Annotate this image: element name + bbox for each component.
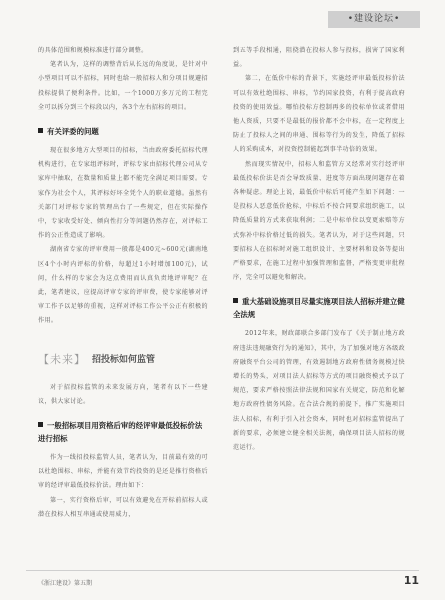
feature-title xyxy=(38,351,208,367)
page-number: 11 xyxy=(403,574,419,587)
paragraph: 第二，在低价中标的背景下，实施经评审最低投标价法可以有效杜绝围标、串标，节约国家投资，有利于提高政府投资的使用效益。哪怕投标方控制再多的投标单位或者借用他人资质，只要不是最低的报价都不会中标，在一定程度上防止了投标人之间的串通、围标等行为的发生，降低了招标人的采购成本，对投资控制能起到事半功倍的效果。 xyxy=(233,75,405,154)
feature-tag: 【未来】 xyxy=(38,352,86,366)
heading-text: 重大基础设施项目尽量实施项目法人招标并建立健全法规 xyxy=(233,297,405,320)
paragraph: 的具体范围和规模标准进行部分调整。 xyxy=(38,47,148,54)
paragraph: 对于招投标监管的未来发展方向，笔者有以下一些建议，供大家讨论。 xyxy=(38,383,208,405)
column-tag: •建设论坛• xyxy=(328,11,420,28)
paragraph: 第一，实行资格后审，可以有效避免在开标前招标人或潜在投标人相互串通或使用威力， xyxy=(38,496,208,518)
journal-name: 《浙江建设》第五期 xyxy=(38,580,93,587)
left-column xyxy=(38,44,208,522)
square-bullet-icon xyxy=(38,422,43,427)
right-column xyxy=(233,44,405,455)
page-footer xyxy=(26,574,419,588)
section-heading xyxy=(38,125,208,138)
section-heading xyxy=(233,295,405,321)
paragraph: 作为一线招投标监管人员，笔者认为，目前最有效的可以杜绝围标、串标，并能有效节约投资的是还是推行资格后审的经评审最低投标价法。理由如下： xyxy=(38,454,208,490)
paragraph: 湖南省专家的评审费用一般都是400元~600元(湖南地区4个小时内评标的价格，每超过1小时增加100元)，试问，什么样的专家会为这点费用而认真负责地评审呢？在此，笔者建议，应提高评审专家的评审费，使专家能够对评审工作予以足够的重视，这样对评标工作公平公正有积极的作用。 xyxy=(38,246,208,325)
paragraph: 笔者认为，这样的调整背后从长远的角度说，是针对中小型项目可以不招标，同时也给一般招标人和分项目规避招投标提供了便利条件。比如，一个1000万多万元的工程完全可以拆分到三个标段以内，各3个左右招标的项目。 xyxy=(38,61,208,111)
square-bullet-icon xyxy=(38,128,43,133)
heading-text: 一般招标项目用资格后审的经评审最低投标价法进行招标 xyxy=(38,421,203,444)
section-heading xyxy=(38,419,208,445)
feature-text: 招投标如何监管 xyxy=(92,355,156,366)
paragraph: 然而现实情况中，招标人和监管方又经常对实行经评审最低投标价法是否会导致质量、进度等方面出现问题存在着各种疑虑。理论上说，最低价中标后可能产生如下问题：一是投标人恶意低价抢标，中标后不按合同要求组织施工，以降低质量的方式来获取利润；二是中标单位以变更索赔等方式弥补中标价格过低的损失。笔者认为，对于这些问题，只要招标人在招标时对施工组织设计、主要材料和设备等提出严格要求，在施工过程中加强管理和监督，严格变更审批程序，完全可以避免和解决。 xyxy=(233,160,405,282)
paragraph: 到五等手段相通，阻挠潜在投标人参与投标，损害了国家利益。 xyxy=(233,47,405,69)
heading-text: 有关评委的问题 xyxy=(47,127,99,137)
footer-rule xyxy=(26,570,419,571)
square-bullet-icon xyxy=(233,298,238,303)
paragraph: 2012年来，财政部联合多部门发布了《关于制止地方政府违法违规融资行为的通知》，其中，为了加强对地方各级政府融资平台公司的管理，有效遏制地方政府性债务规模过快增长的势头，对项目法人招标等方式的项目融资模式予以了规范，要求严格按照法律法规和国家有关规定，防范和化解地方政府性债务风险。在合法合规的前提下，推广实施项目法人招标，有利于引入社会资本，同时也对招标监管提出了新的要求，必须建立健全相关法规，确保项目法人招标的规范运行。 xyxy=(233,330,405,452)
paragraph: 现在很多地方大型项目的招标，当由政府委托招标代理机构进行，在专家组评标时，评标专家由招标代理公司从专家库中抽取，在数量和质量上都不能完全满足项目需要。专家作为社会个人，其评标好坏全凭个人的职业道德。虽然有关部门对评标专家的管理出台了一些规定，但在实际操作中，专家收受好处、倾向性打分等问题仍然存在，对评标工作的公正性造成了影响。 xyxy=(38,147,208,240)
